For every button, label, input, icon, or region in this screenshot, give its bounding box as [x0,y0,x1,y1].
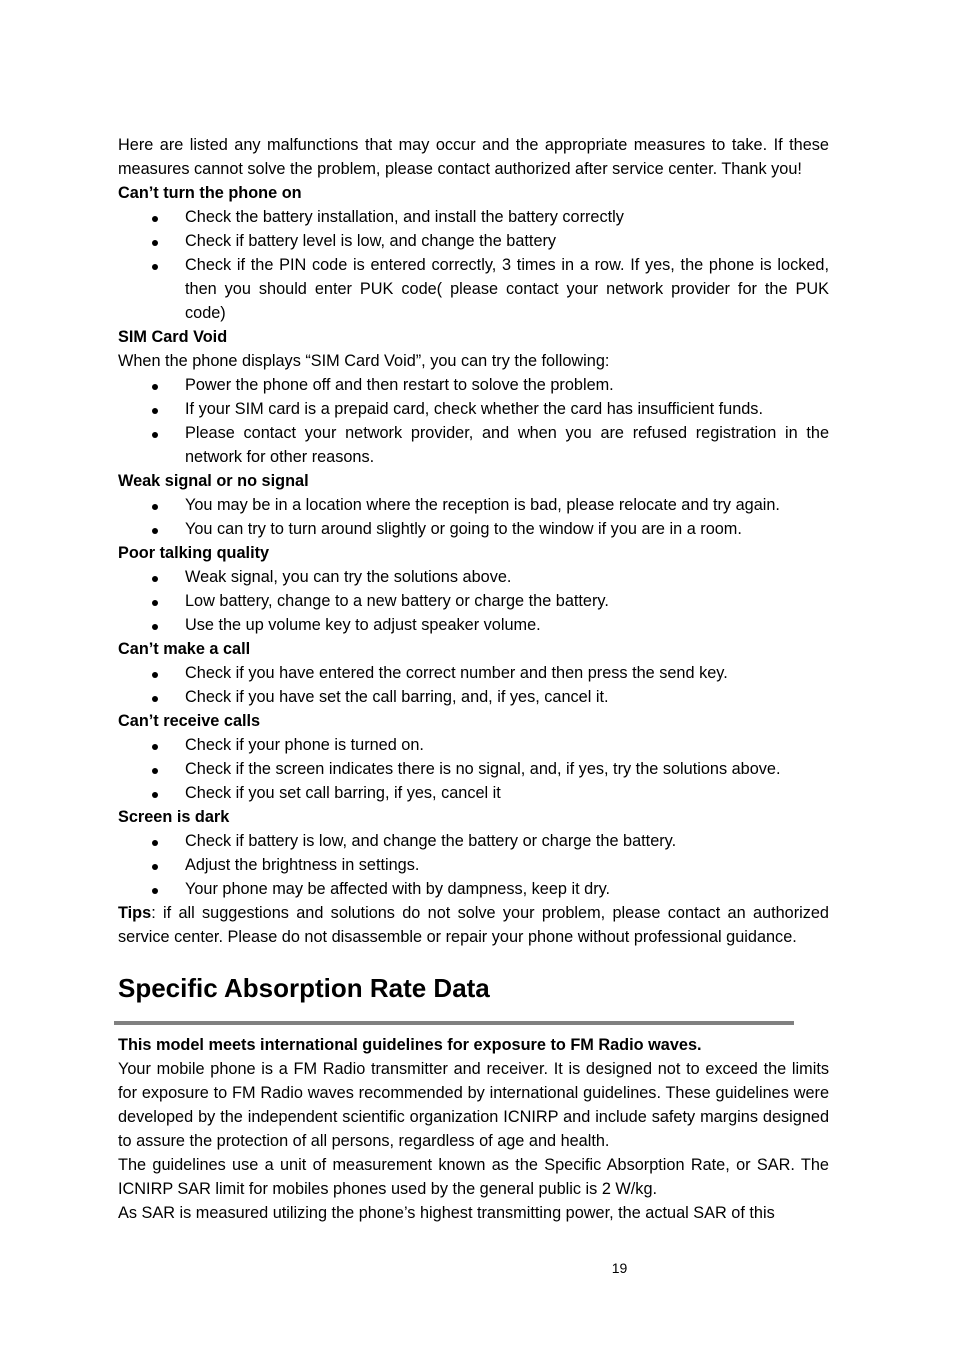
list-item: Check if battery is low, and change the battery or charge the battery. [118,829,829,853]
sar-subtitle: This model meets international guidelines for exposure to FM Radio waves. [118,1036,702,1054]
bullet-icon [152,624,158,630]
heading-cant-make-call: Can’t make a call [118,640,251,658]
heading-weak-signal: Weak signal or no signal [118,472,309,490]
heading-cant-turn-on: Can’t turn the phone on [118,184,302,202]
list-item: Low battery, change to a new battery or charge the battery. [118,589,829,613]
bullet-icon [152,792,158,798]
bullet-icon [152,864,158,870]
intro-paragraph: Here are listed any malfunctions that may occur and the appropriate measures to take. If these measures cannot solve the problem, please contact authorized after service center. Thank you! [118,136,829,178]
bullet-icon [152,528,158,534]
bullet-icon [152,768,158,774]
list-item: If your SIM card is a prepaid card, check whether the card has insufficient funds. [118,397,829,421]
list-sim-card-void [118,373,829,469]
heading-cant-receive-calls: Can’t receive calls [118,712,261,730]
list-item: Use the up volume key to adjust speaker volume. [118,613,829,637]
bullet-icon [152,504,158,510]
list-item: Check if battery level is low, and change the battery [118,229,829,253]
bullet-icon [152,696,158,702]
bullet-icon [152,384,158,390]
list-item: Check if you have entered the correct number and then press the send key. [118,661,829,685]
document-body [118,133,829,1225]
tips-paragraph [118,901,829,949]
page-number-footer [0,1260,954,1276]
list-item: Check if the PIN code is entered correctly, 3 times in a row. If yes, the phone is locked, then you should enter PUK code( please contact your network provider for the PUK code) [118,253,829,325]
list-weak-signal [118,493,829,541]
section-divider [114,1021,794,1025]
heading-poor-talking-quality: Poor talking quality [118,544,270,562]
list-poor-talking-quality [118,565,829,637]
list-cant-turn-on [118,205,829,325]
list-cant-make-call [118,661,829,709]
bullet-icon [152,600,158,606]
bullet-icon [152,408,158,414]
bullet-icon [152,240,158,246]
list-item: Power the phone off and then restart to solove the problem. [118,373,829,397]
section-title-sar: Specific Absorption Rate Data [118,973,490,1003]
list-item: Weak signal, you can try the solutions above. [118,565,829,589]
sar-paragraph-3: As SAR is measured utilizing the phone’s highest transmitting power, the actual SAR of this [118,1204,775,1222]
heading-sim-card-void: SIM Card Void [118,328,228,346]
bullet-icon [152,840,158,846]
list-cant-receive-calls [118,733,829,805]
bullet-icon [152,576,158,582]
page-number: 19 [611,1260,628,1276]
list-item: You may be in a location where the reception is bad, please relocate and try again. [118,493,829,517]
list-item: Check if your phone is turned on. [118,733,829,757]
list-item: Your phone may be affected with by dampness, keep it dry. [118,877,829,901]
list-item: Check if the screen indicates there is no signal, and, if yes, try the solutions above. [118,757,829,781]
heading-screen-dark: Screen is dark [118,808,230,826]
list-screen-dark [118,829,829,901]
list-item: Check the battery installation, and install the battery correctly [118,205,829,229]
sar-paragraph-2: The guidelines use a unit of measurement known as the Specific Absorption Rate, or SAR. The ICNIRP SAR limit for mobiles phones used by the general public is 2 W/kg. [118,1156,829,1198]
list-item: Check if you set call barring, if yes, cancel it [118,781,829,805]
bullet-icon [152,744,158,750]
bullet-icon [152,264,158,270]
list-item: Check if you have set the call barring, and, if yes, cancel it. [118,685,829,709]
tips-text: : if all suggestions and solutions do not solve your problem, please contact an authorized service center. Please do not disassemble or repair your phone without professional guidance. [118,904,829,946]
bullet-icon [152,888,158,894]
sar-paragraph-1: Your mobile phone is a FM Radio transmitter and receiver. It is designed not to exceed the limits for exposure to FM Radio waves recommended by international guidelines. These guidelines were developed by the independent scientific organization ICNIRP and include safety margins designed to assure the protection of all persons, regardless of age and health. [118,1060,829,1150]
list-item: Adjust the brightness in settings. [118,853,829,877]
list-item: You can try to turn around slightly or going to the window if you are in a room. [118,517,829,541]
sim-void-lead: When the phone displays “SIM Card Void”, you can try the following: [118,352,610,370]
bullet-icon [152,672,158,678]
tips-label: Tips [118,904,152,922]
bullet-icon [152,216,158,222]
list-item: Please contact your network provider, and when you are refused registration in the network for other reasons. [118,421,829,469]
bullet-icon [152,432,158,438]
